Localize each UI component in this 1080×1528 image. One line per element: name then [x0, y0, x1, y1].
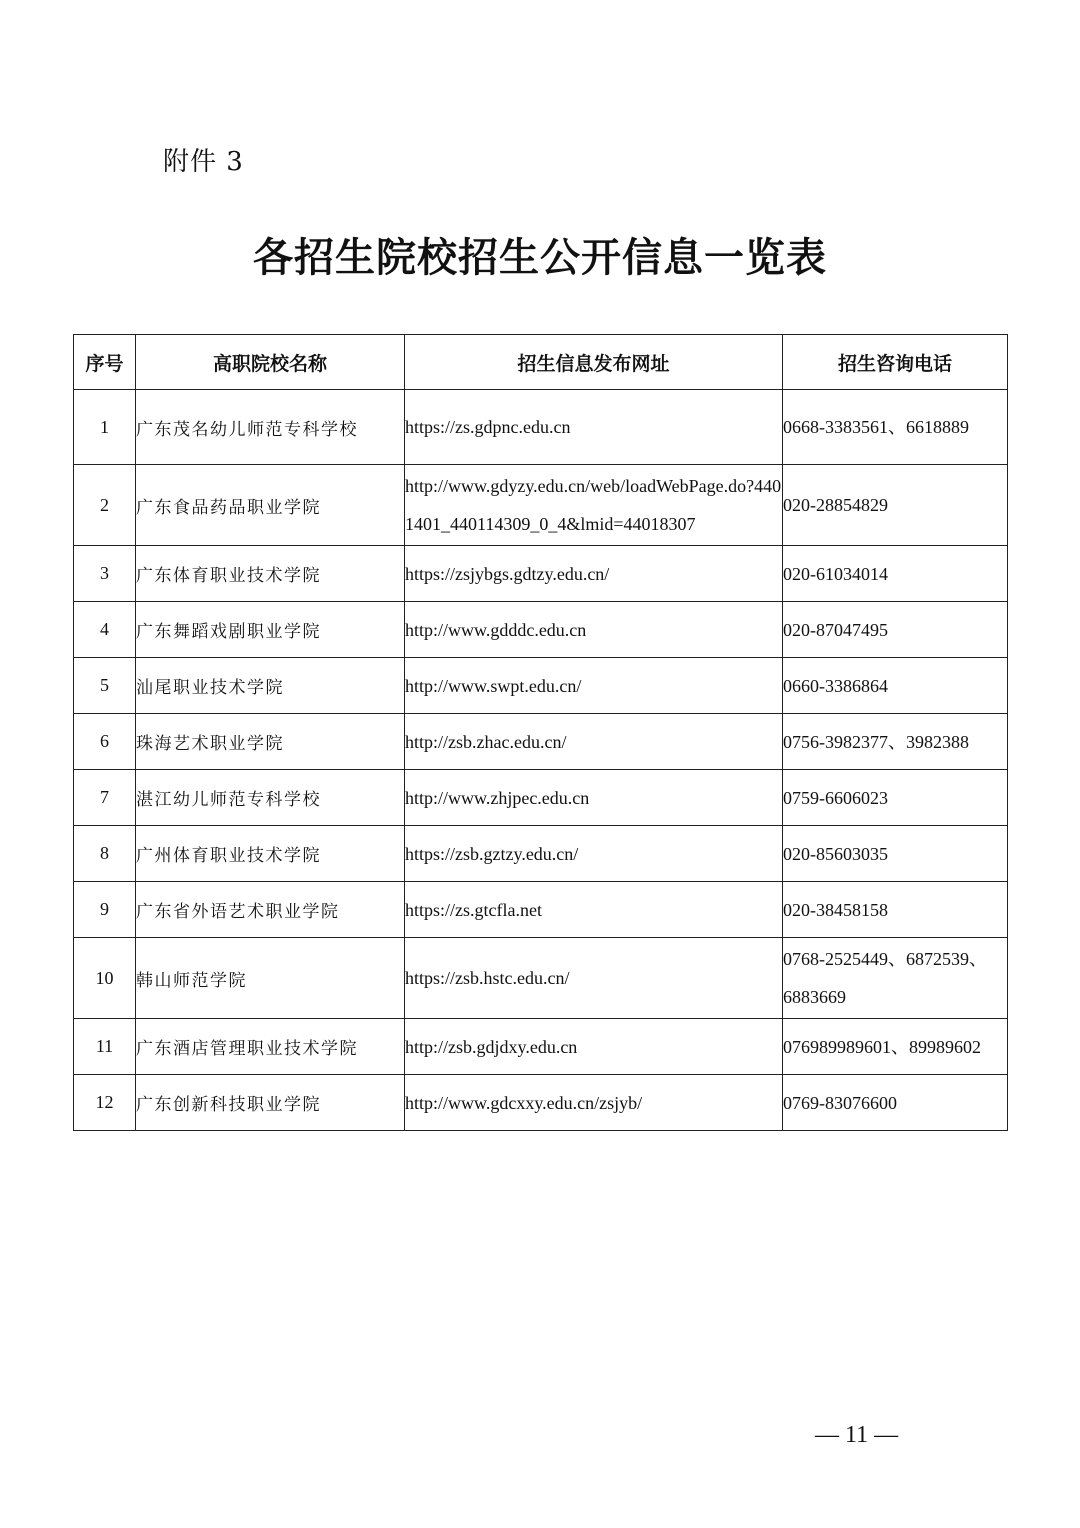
consult-phone: 020-85603035	[783, 826, 1008, 882]
table-row	[74, 390, 1008, 465]
school-website: http://www.gdddc.edu.cn	[405, 602, 783, 658]
table-row	[74, 602, 1008, 658]
school-name: 汕尾职业技术学院	[136, 658, 405, 714]
table-row	[74, 546, 1008, 602]
row-number: 9	[74, 882, 136, 938]
row-number: 1	[74, 390, 136, 465]
school-website: http://www.gdcxxy.edu.cn/zsjyb/	[405, 1075, 783, 1131]
row-number: 10	[74, 938, 136, 1019]
page-number: — 11 —	[815, 1422, 899, 1448]
header-school-name: 高职院校名称	[136, 335, 405, 390]
table-row	[74, 770, 1008, 826]
school-website: https://zsb.hstc.edu.cn/	[405, 938, 783, 1019]
school-website: https://zsjybgs.gdtzy.edu.cn/	[405, 546, 783, 602]
school-name: 韩山师范学院	[136, 938, 405, 1019]
table-row	[74, 826, 1008, 882]
consult-phone: 076989989601、89989602	[783, 1019, 1008, 1075]
school-name: 珠海艺术职业学院	[136, 714, 405, 770]
consult-phone: 020-61034014	[783, 546, 1008, 602]
header-number: 序号	[74, 335, 136, 390]
school-name: 广东酒店管理职业技术学院	[136, 1019, 405, 1075]
school-name: 广东茂名幼儿师范专科学校	[136, 390, 405, 465]
table-row	[74, 938, 1008, 1019]
consult-phone: 0769-83076600	[783, 1075, 1008, 1131]
table-row	[74, 714, 1008, 770]
school-website: https://zsb.gztzy.edu.cn/	[405, 826, 783, 882]
consult-phone: 0756-3982377、3982388	[783, 714, 1008, 770]
row-number: 3	[74, 546, 136, 602]
school-website: https://zs.gtcfla.net	[405, 882, 783, 938]
consult-phone: 0768-2525449、6872539、6883669	[783, 938, 1008, 1019]
school-website: http://www.zhjpec.edu.cn	[405, 770, 783, 826]
school-name: 广东创新科技职业学院	[136, 1075, 405, 1131]
admissions-info-table	[73, 334, 1008, 1131]
row-number: 7	[74, 770, 136, 826]
school-website: https://zs.gdpnc.edu.cn	[405, 390, 783, 465]
school-website: http://zsb.gdjdxy.edu.cn	[405, 1019, 783, 1075]
table-row	[74, 465, 1008, 546]
school-website: http://zsb.zhac.edu.cn/	[405, 714, 783, 770]
attachment-label: 附件 3	[163, 147, 244, 177]
school-name: 广东食品药品职业学院	[136, 465, 405, 546]
consult-phone: 020-38458158	[783, 882, 1008, 938]
header-phone: 招生咨询电话	[783, 335, 1008, 390]
consult-phone: 020-87047495	[783, 602, 1008, 658]
consult-phone: 0660-3386864	[783, 658, 1008, 714]
school-website: http://www.swpt.edu.cn/	[405, 658, 783, 714]
row-number: 6	[74, 714, 136, 770]
school-website: http://www.gdyzy.edu.cn/web/loadWebPage.do?4401401_440114309_0_4&lmid=44018307	[405, 465, 783, 546]
table-row	[74, 1075, 1008, 1131]
school-name: 湛江幼儿师范专科学校	[136, 770, 405, 826]
row-number: 12	[74, 1075, 136, 1131]
header-website: 招生信息发布网址	[405, 335, 783, 390]
row-number: 4	[74, 602, 136, 658]
school-name: 广东省外语艺术职业学院	[136, 882, 405, 938]
table-header-row	[74, 335, 1008, 390]
row-number: 8	[74, 826, 136, 882]
school-name: 广东舞蹈戏剧职业学院	[136, 602, 405, 658]
school-name: 广东体育职业技术学院	[136, 546, 405, 602]
consult-phone: 020-28854829	[783, 465, 1008, 546]
page-title: 各招生院校招生公开信息一览表	[253, 234, 827, 281]
consult-phone: 0668-3383561、6618889	[783, 390, 1008, 465]
table-row	[74, 658, 1008, 714]
table-row	[74, 882, 1008, 938]
school-name: 广州体育职业技术学院	[136, 826, 405, 882]
table-row	[74, 1019, 1008, 1075]
row-number: 5	[74, 658, 136, 714]
row-number: 2	[74, 465, 136, 546]
row-number: 11	[74, 1019, 136, 1075]
consult-phone: 0759-6606023	[783, 770, 1008, 826]
